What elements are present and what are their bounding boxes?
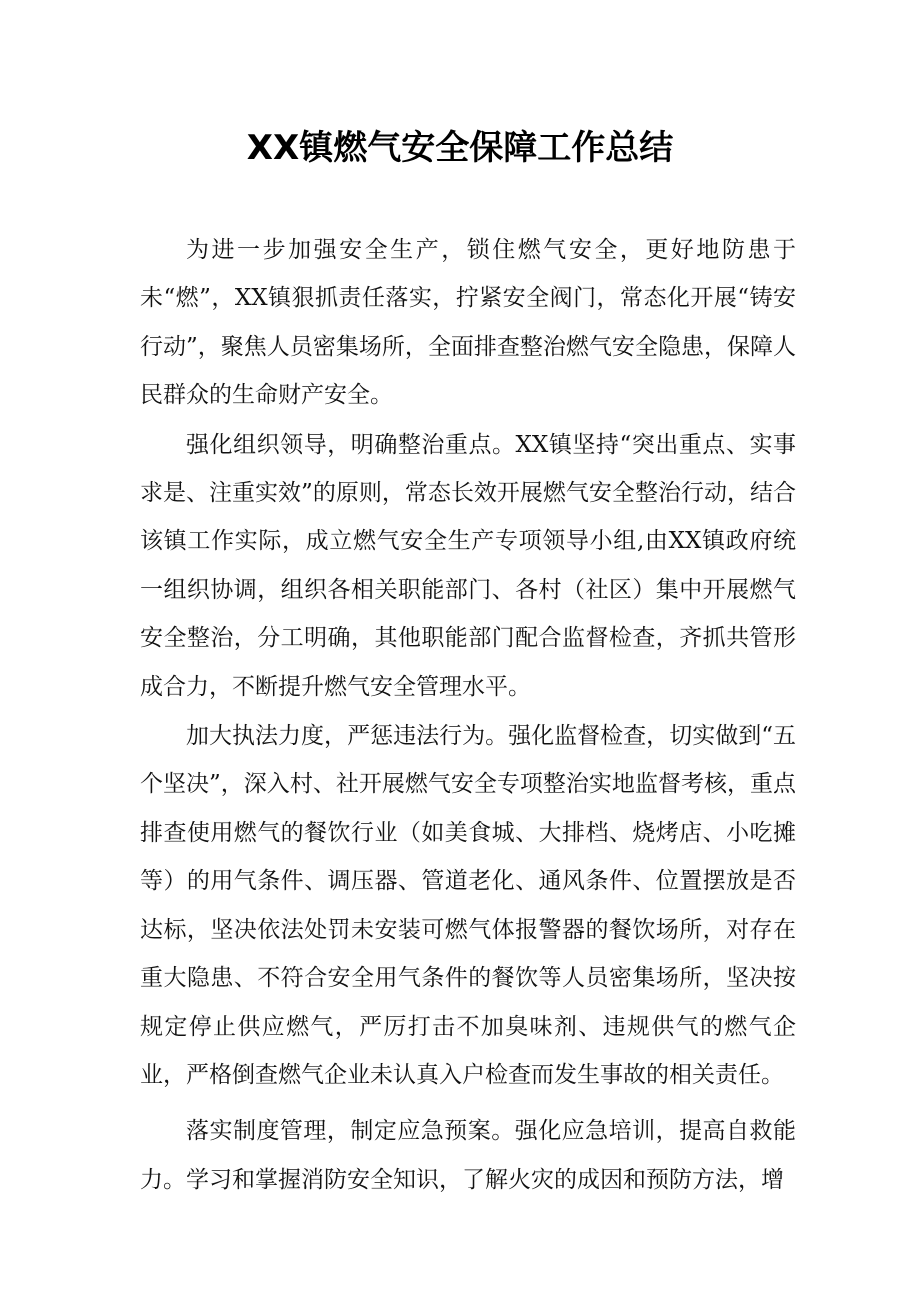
- paragraph-organization: 强化组织领导，明确整治重点。XX镇坚持“突出重点、实事求是、注重实效”的原则，常态长效开展燃气安全整治行动，结合该镇工作实际，成立燃气安全生产专项领导小组,由XX镇政府统一组织协调，组织各相关职能部门、各村（社区）集中开展燃气安全整治，分工明确，其他职能部门配合监督检查，齐抓共管形成合力，不断提升燃气安全管理水平。: [140, 431, 796, 700]
- document-body: [140, 226, 796, 1205]
- paragraph-enforcement: 加大执法力度，严惩违法行为。强化监督检查，切实做到“五个坚决”，深入村、社开展燃气安全专项整治实地监督考核，重点排查使用燃气的餐饮行业（如美食城、大排档、烧烤店、小吃摊等）的用气条件、调压器、管道老化、通风条件、位置摆放是否达标，坚决依法处罚未安装可燃气体报警器的餐饮场所，对存在重大隐患、不符合安全用气条件的餐饮等人员密集场所，坚决按规定停止供应燃气，严厉打击不加臭味剂、违规供气的燃气企业，严格倒查燃气企业未认真入户检查而发生事故的相关责任。: [140, 723, 796, 1088]
- document-title: XX镇燃气安全保障工作总结: [246, 128, 674, 168]
- paragraph-management: 落实制度管理，制定应急预案。强化应急培训，提高自救能力。学习和掌握消防安全知识，了解火灾的成因和预防方法，增: [140, 1118, 796, 1193]
- paragraph-intro: 为进一步加强安全生产，锁住燃气安全，更好地防患于未“燃”，XX镇狠抓责任落实，拧紧安全阀门，常态化开展“铸安行动”，聚焦人员密集场所，全面排查整治燃气安全隐患，保障人民群众的生命财产安全。: [140, 237, 796, 409]
